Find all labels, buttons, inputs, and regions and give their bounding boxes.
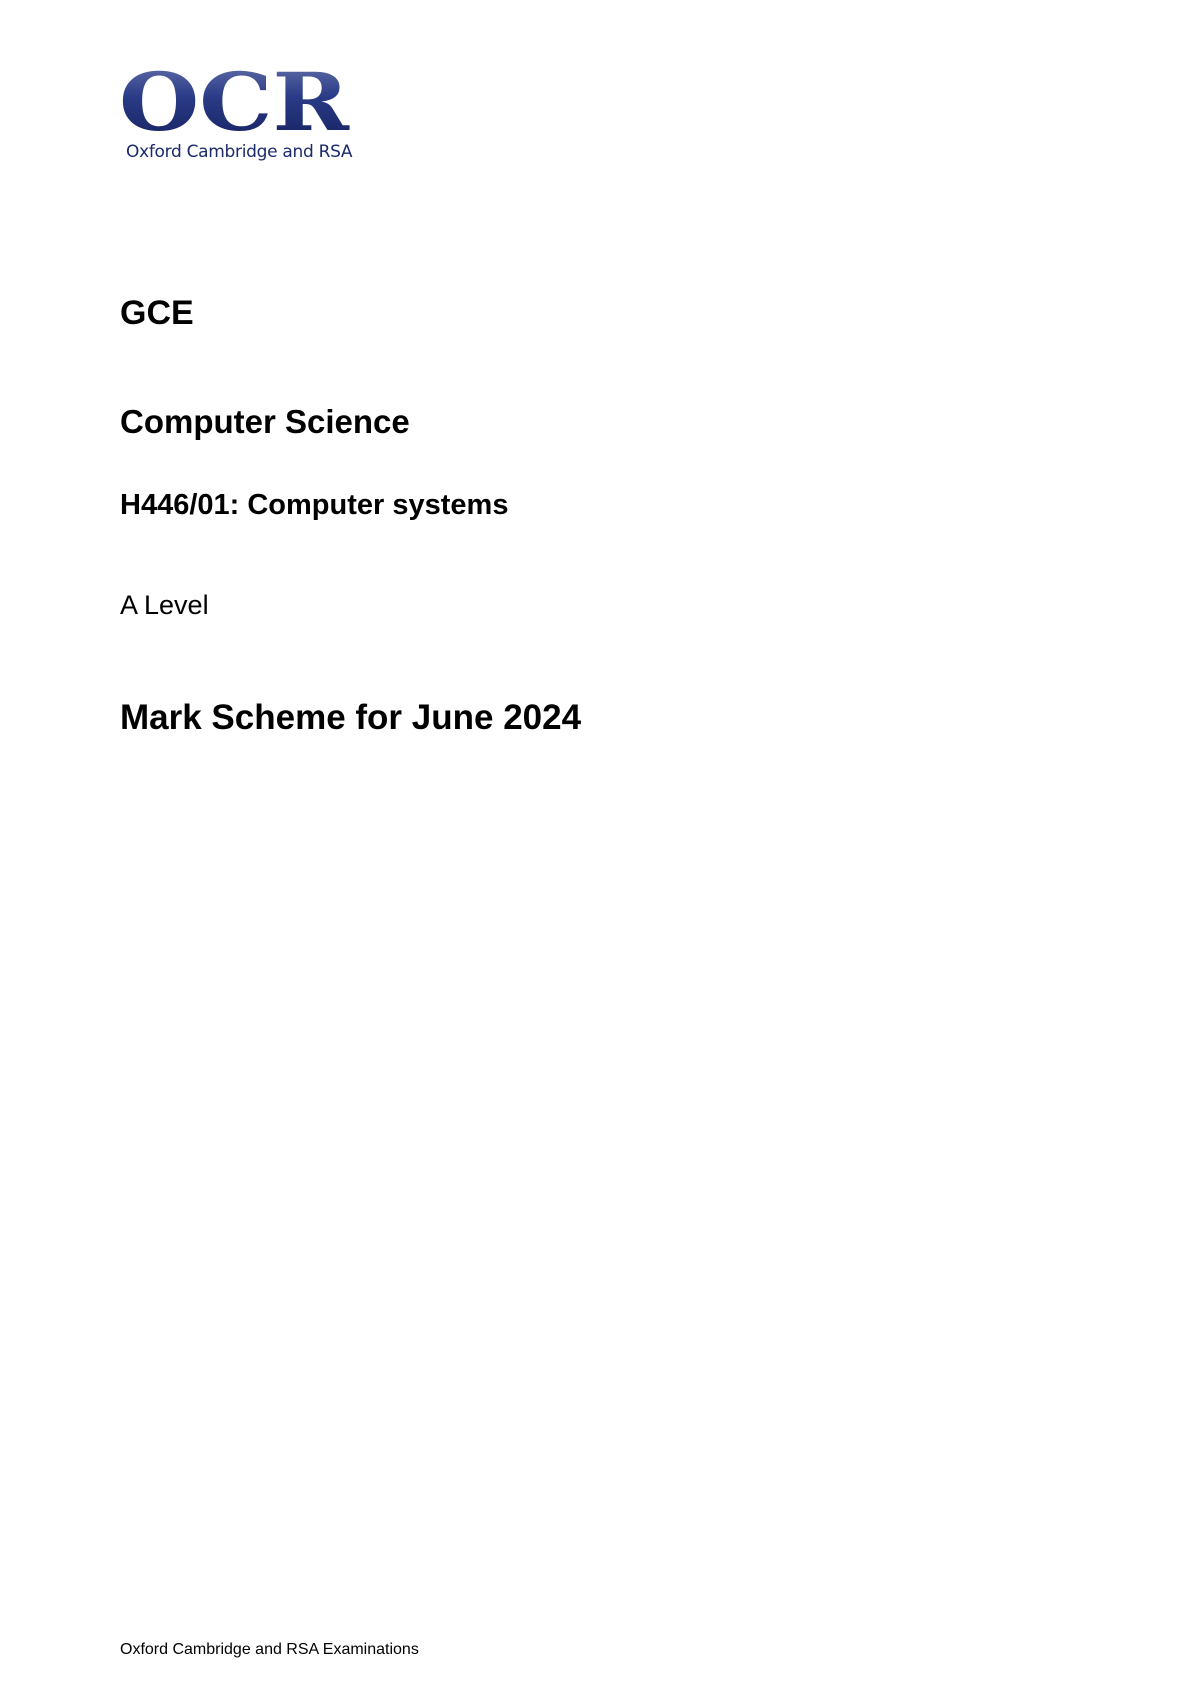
subject-heading: Computer Science <box>120 403 410 440</box>
ocr-logo-tagline: Oxford Cambridge and RSA <box>126 142 353 162</box>
qualification-heading: GCE <box>120 294 194 332</box>
ocr-logo <box>119 66 359 166</box>
ocr-wordmark-text: OCR <box>119 66 350 140</box>
level-label: A Level <box>120 590 209 620</box>
unit-heading: H446/01: Computer systems <box>120 489 509 521</box>
ocr-wordmark <box>119 66 351 140</box>
document-title: Mark Scheme for June 2024 <box>120 698 582 737</box>
footer-text: Oxford Cambridge and RSA Examinations <box>120 1641 419 1658</box>
